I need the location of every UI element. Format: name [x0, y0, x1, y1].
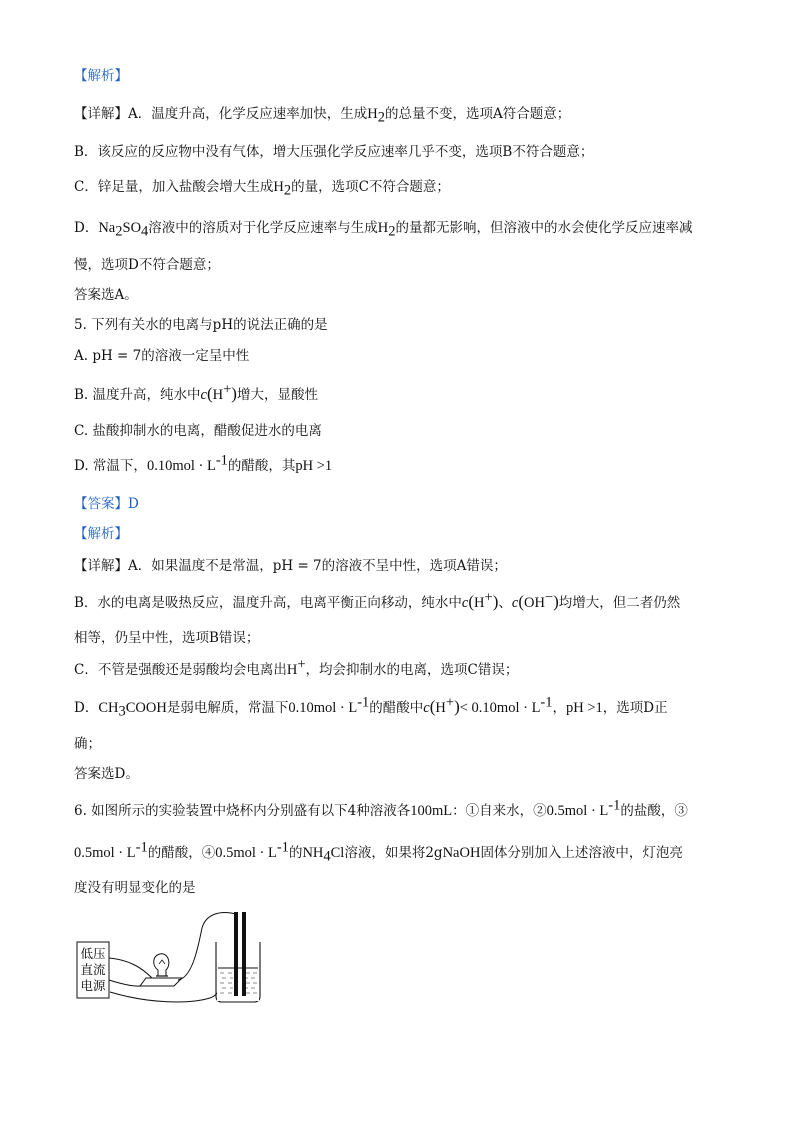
detail-5b-cont: 相等，仍呈中性，选项B错误；: [74, 630, 260, 646]
electrode-right: [242, 912, 246, 996]
detail-b-line: B．该反应的反应物中没有气体，增大压强化学反应速率几乎不变，选项B不符合题意；: [74, 144, 594, 160]
question-6-stem-3: 度没有明显变化的是: [74, 880, 196, 896]
electrode-left: [234, 912, 238, 996]
bulb-icon: [154, 954, 169, 976]
answer-line-5: 答案选D。: [74, 766, 139, 782]
wire-top: [109, 958, 152, 978]
detail-5d: D．$CH_3COOH$是弱电解质，常温下$0.10mol \cdot L^{-1}$的醋酸中$c(H^+)< 0.10mol \cdot L^{-1}$，pH >1，选项D正: [74, 694, 668, 720]
detail-5d-cont: 确；: [74, 736, 101, 752]
analysis-label-5: 【解析】: [74, 526, 128, 542]
detail-a-line: 【详解】A．温度升高，化学反应速率加快，生成$H_2$的总量不变，选项A符合题意；: [74, 106, 571, 126]
question-5-option-d: D. 常温下，$0.10mol \cdot L^{-1}$的醋酸，其pH >1: [74, 452, 333, 474]
question-6-stem-2: $0.5mol \cdot L^{-1}$的醋酸，④0.5mol · $L^{-1}$的$NH_4Cl$溶液，如果将2gNaOH固体分别加入上述溶液中，灯泡亮: [74, 839, 683, 865]
detail-5b: B．水的电离是吸热反应，温度升高，电离平衡正向移动，纯水中c(H+)、c(OH−)均增大，但二者仍然: [74, 589, 681, 611]
power-label-2: 直流: [80, 962, 106, 977]
bulb-base: [140, 978, 182, 986]
section-analysis-label: 【解析】: [74, 68, 128, 84]
detail-d-cont: 慢，选项D不符合题意；: [74, 257, 220, 273]
detail-5a: 【详解】A．如果温度不是常温，pH = 7的溶液不呈中性，选项A错误；: [74, 558, 507, 574]
answer-line-4: 答案选A。: [74, 287, 138, 303]
detail-5c: C．不管是强酸还是弱酸均会电离出H+，均会抑制水的电离，选项C错误；: [74, 656, 519, 678]
question-5-option-a: A. pH = 7的溶液一定呈中性: [74, 348, 250, 364]
question-6-stem-1: 6. 如图所示的实验装置中烧杯内分别盛有以下4种溶液各100mL：①自来水，②0.5mol · $L^{-1}$的盐酸，③: [74, 797, 688, 819]
question-5-option-c: C. 盐酸抑制水的电离，醋酸促进水的电离: [74, 423, 322, 439]
question-5-stem: 5. 下列有关水的电离与pH的说法正确的是: [74, 317, 328, 333]
apparatus-figure: [70, 908, 270, 1006]
question-5-option-b: B. 温度升高，纯水中c(H+)增大，显酸性: [74, 381, 318, 403]
power-label-1: 低压: [80, 946, 106, 961]
detail-d-line: D．$Na_2SO_4$溶液中的溶质对于化学反应速率与生成$H_2$的量都无影响，但溶液中的水会使化学反应速率减: [74, 220, 693, 240]
answer-label: 【答案】D: [74, 496, 139, 512]
power-label-3: 电源: [80, 978, 106, 993]
detail-c-line: C．锌足量，加入盐酸会增大生成$H_2$的量，选项C不符合题意；: [74, 179, 450, 199]
